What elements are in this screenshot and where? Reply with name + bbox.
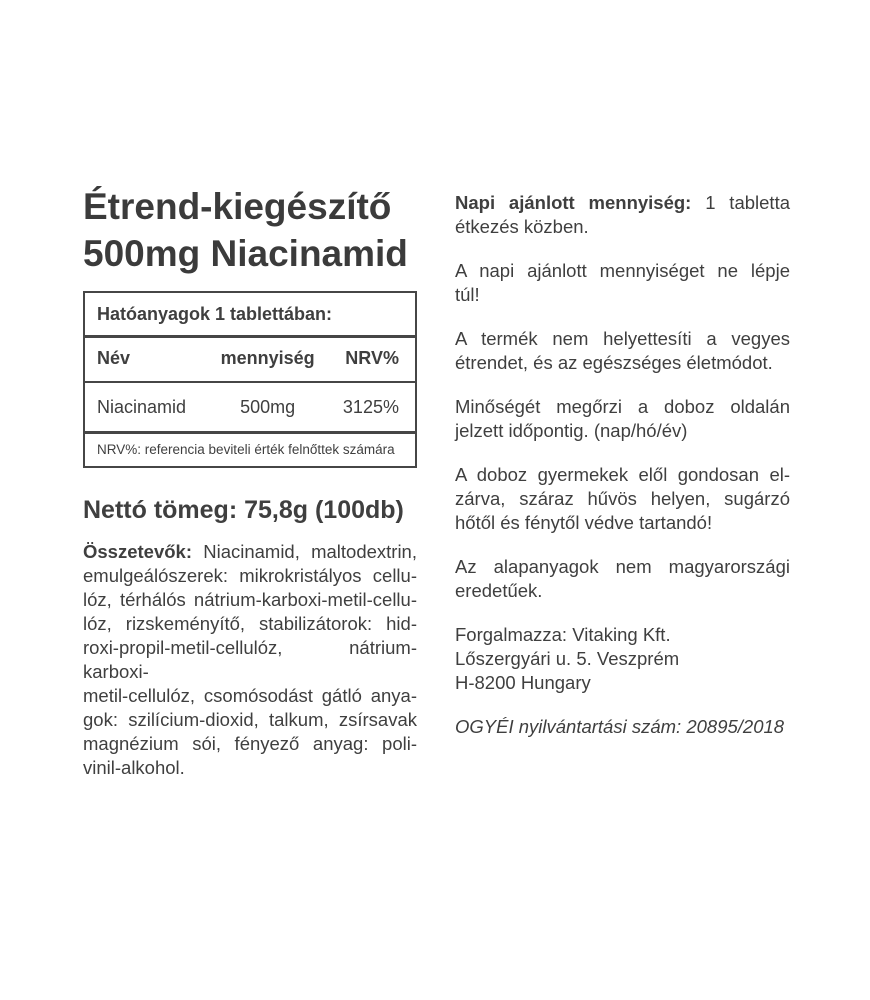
limit-warning-line: A napi ajánlott mennyiséget ne lépje	[455, 260, 790, 281]
right-column	[455, 191, 790, 739]
ingredients-line: emulgeálószerek: mikrokristályos cellu-	[83, 565, 417, 586]
ingredients-line	[83, 540, 417, 564]
ingredients-label: Összetevők:	[83, 541, 192, 562]
ingredients-line: metil-cellulóz, csomósodást gátló anya-	[83, 685, 417, 706]
table-footnote: NRV%: referencia beviteli érték felnőttek számára	[97, 442, 395, 457]
limit-warning-paragraph	[455, 259, 790, 307]
distributor-block	[455, 623, 790, 695]
diet-notice-line: étrendet, és az egészséges életmódot.	[455, 352, 773, 373]
distributor-name-line: Forgalmazza: Vitaking Kft.	[455, 624, 671, 645]
storage-line: zárva, száraz hűvös helyen, sugárzó	[455, 488, 790, 509]
storage-line: hőtől és fénytől védve tartandó!	[455, 512, 713, 533]
dosage-line	[455, 191, 790, 215]
ingredients-line: vinil-alkohol.	[83, 757, 185, 778]
column-header-nrv: NRV%	[345, 348, 399, 368]
net-weight-heading: Nettó tömeg: 75,8g (100db)	[83, 496, 404, 524]
ingredient-name-cell: Niacinamid	[97, 397, 187, 417]
ingredients-line: magnézium sói, fényező anyag: poli-	[83, 733, 417, 754]
ingredients-line: roxi-propil-metil-cellulóz, nátrium-karboxi-	[83, 637, 417, 682]
dosage-line: étkezés közben.	[455, 216, 589, 237]
diet-notice-line: A termék nem helyettesíti a vegyes	[455, 328, 790, 349]
ingredient-amount-cell: 500mg	[240, 397, 296, 417]
origin-line: Az alapanyagok nem magyarországi	[455, 556, 790, 577]
origin-paragraph	[455, 555, 790, 603]
ingredients-line: lóz, rizskeményítő, stabilizátorok: hid-	[83, 613, 417, 634]
column-header-name: Név	[97, 348, 131, 368]
product-title-line-2: 500mg Niacinamid	[83, 233, 408, 274]
origin-line: eredetűek.	[455, 580, 543, 601]
distributor-address-line: Lőszergyári u. 5. Veszprém	[455, 648, 680, 669]
active-ingredients-table	[83, 291, 417, 468]
ingredients-line-text: Niacinamid, maltodextrin,	[203, 541, 417, 562]
ingredient-nrv-cell: 3125%	[342, 397, 399, 417]
limit-warning-line: túl!	[455, 284, 480, 305]
dosage-paragraph	[455, 191, 790, 239]
left-column	[83, 183, 417, 780]
ingredients-paragraph	[83, 540, 417, 780]
registration-number-line: OGYÉI nyilvántartási szám: 20895/2018	[455, 716, 785, 737]
table-title: Hatóanyagok 1 tablettában:	[85, 293, 415, 338]
storage-paragraph	[455, 463, 790, 535]
column-header-amount: mennyiség	[220, 348, 315, 368]
ingredients-line: gok: szilícium-dioxid, talkum, zsírsavak	[83, 709, 417, 730]
best-before-line: jelzett időpontig. (nap/hó/év)	[455, 420, 688, 441]
product-title	[83, 183, 417, 277]
dosage-line-text: 1 tabletta	[705, 192, 790, 213]
ingredients-line: lóz, térhálós nátrium-karboxi-metil-cellu-	[83, 589, 417, 610]
diet-notice-paragraph	[455, 327, 790, 375]
best-before-paragraph	[455, 395, 790, 443]
table-header-row	[85, 338, 415, 383]
product-title-line-1: Étrend-kiegészítő	[83, 186, 392, 227]
distributor-country-line: H-8200 Hungary	[455, 672, 591, 693]
table-row	[85, 383, 415, 434]
best-before-line: Minőségét megőrzi a doboz oldalán	[455, 396, 790, 417]
storage-line: A doboz gyermekek elől gondosan el-	[455, 464, 790, 485]
dosage-label: Napi ajánlott mennyiség:	[455, 192, 692, 213]
